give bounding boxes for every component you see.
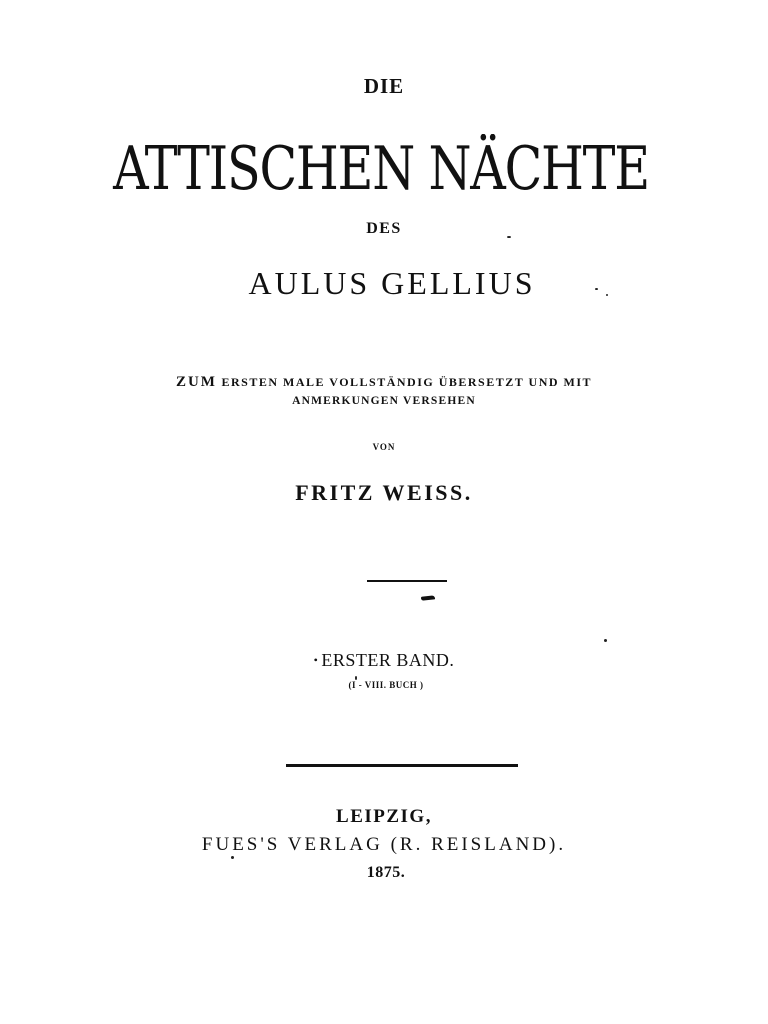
book-title: ATTISCHEN NÄCHTE — [113, 134, 649, 204]
volume-label: ERSTER BAND. — [321, 650, 455, 670]
scan-speck — [507, 236, 511, 238]
publication-year: 1875. — [366, 864, 406, 881]
publication-city: LEIPZIG, — [336, 806, 432, 827]
scan-speck — [604, 639, 607, 642]
author-name: AULUS GELLIUS — [248, 265, 536, 301]
volume-line — [0, 650, 768, 671]
scan-speck — [231, 856, 234, 859]
publisher-name: FUES'S VERLAG (R. REISLAND). — [201, 834, 567, 855]
scan-speck — [595, 288, 598, 290]
ornament-mark — [421, 595, 435, 600]
long-divider-rule — [286, 764, 518, 767]
scan-speck — [355, 676, 357, 680]
von-label: VON — [372, 442, 396, 452]
translator-name: FRITZ WEISS. — [295, 480, 473, 505]
genitive-des: DES — [366, 220, 402, 237]
subtitle-line-1 — [0, 374, 768, 391]
scan-speck — [606, 294, 608, 296]
short-divider-rule — [367, 580, 447, 582]
subtitle-line-2: ANMERKUNGEN VERSEHEN — [292, 395, 476, 407]
bullet-dot-icon: • — [313, 653, 319, 667]
subtitle-first-word: ZUM — [175, 374, 217, 390]
title-article: DIE — [363, 74, 405, 98]
volume-range: (I - VIII. BUCH ) — [348, 680, 424, 690]
subtitle-line-1-rest: ERSTEN MALE VOLLSTÄNDIG ÜBERSETZT UND MIT — [221, 375, 593, 389]
